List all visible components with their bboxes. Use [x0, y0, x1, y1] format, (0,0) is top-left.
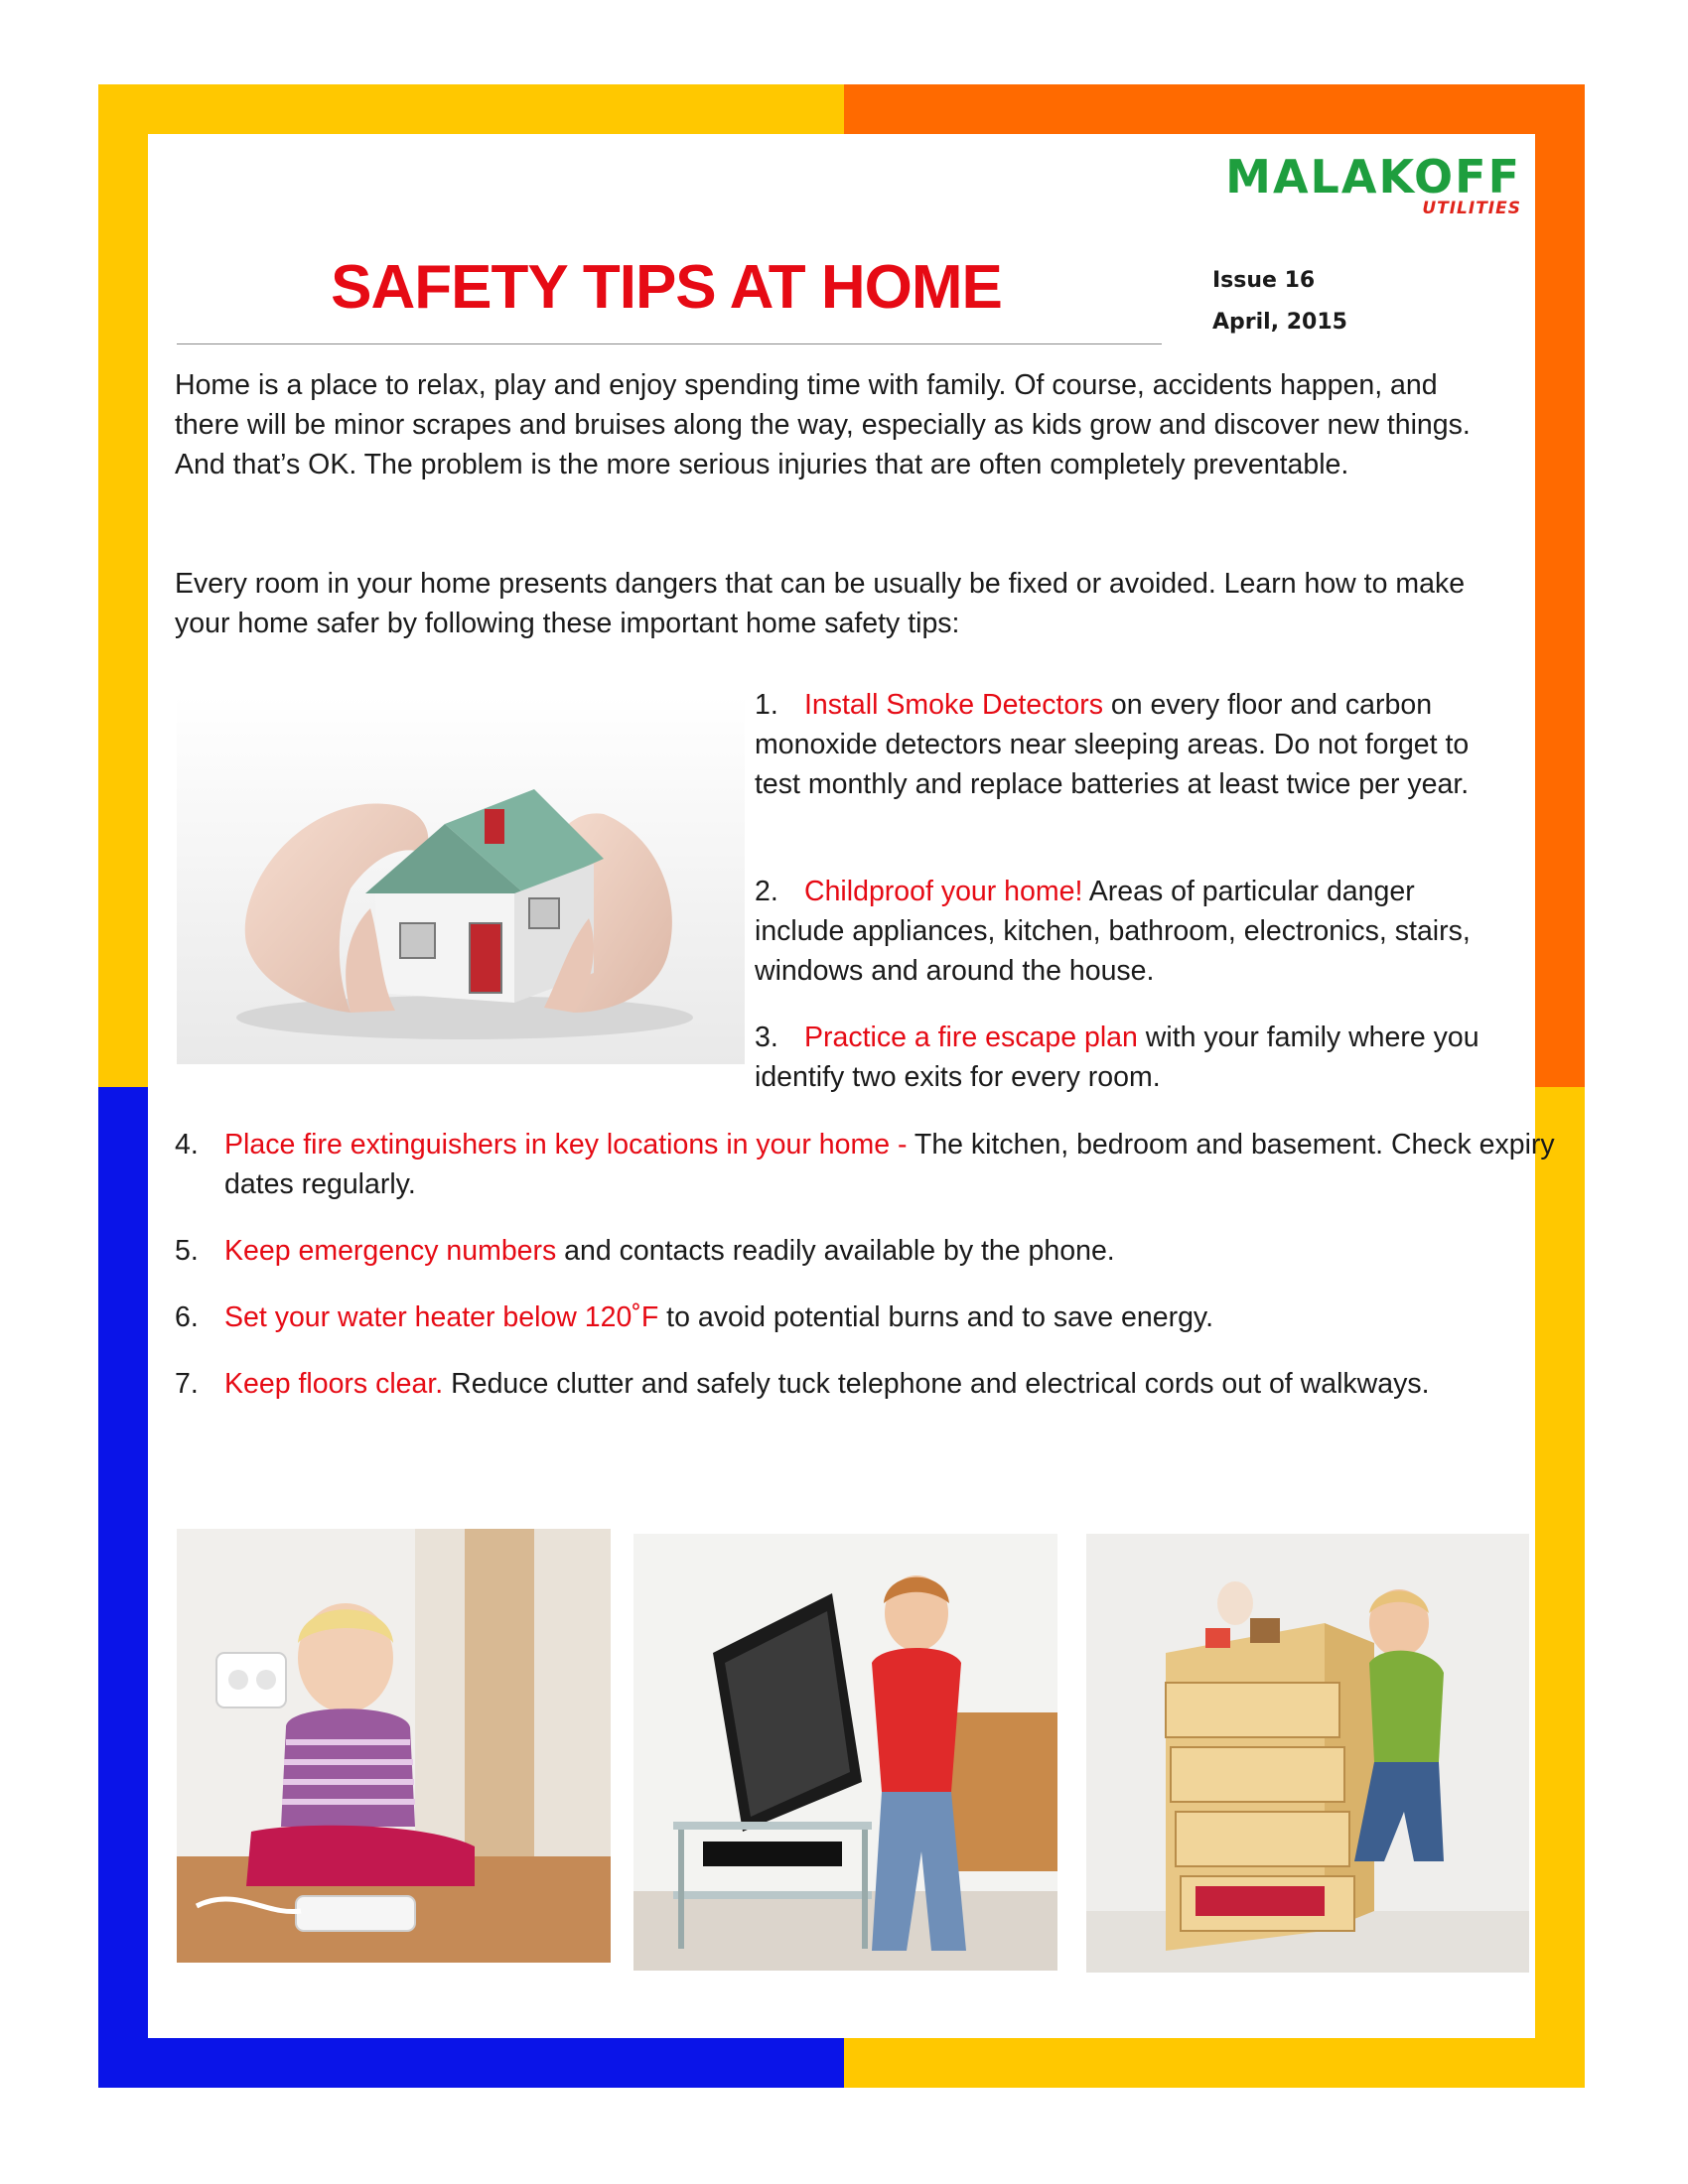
house-in-hands-image: [177, 695, 745, 1064]
title-divider: [177, 343, 1162, 344]
tip-highlight: Practice a fire escape plan: [804, 1022, 1138, 1053]
tip-highlight: Childproof your home!: [804, 876, 1083, 907]
issue-info: [1212, 260, 1347, 343]
tip-number: 4.: [175, 1129, 199, 1160]
company-logo: [1225, 150, 1521, 218]
tip-5: [175, 1231, 1555, 1271]
tip-number: 5.: [175, 1235, 199, 1267]
tip-number: 7.: [175, 1368, 199, 1400]
tip-1: [755, 685, 1509, 804]
tip-text: Areas of particular danger include appliances, kitchen, bathroom, electronics, stairs, windows and around the house.: [755, 876, 1471, 987]
tip-text: with your family where you identify two exits for every room.: [755, 1022, 1479, 1093]
toddler-outlet-photo: [177, 1529, 611, 1963]
boy-tv-photo: [633, 1534, 1057, 1971]
intro-paragraph-2: Every room in your home presents dangers that can be usually be fixed or avoided. Learn how to make your home safer by following these important home safety tips:: [175, 568, 1466, 639]
tip-text: to avoid potential burns and to save energy.: [658, 1301, 1213, 1333]
tip-4: [175, 1125, 1555, 1204]
tip-highlight: Keep emergency numbers: [224, 1235, 557, 1267]
tip-3: [755, 1018, 1509, 1097]
tip-highlight: Set your water heater below 120˚F: [224, 1301, 659, 1333]
tip-text: and contacts readily available by the phone.: [556, 1235, 1115, 1267]
tip-highlight: Place fire extinguishers in key locations in your home -: [224, 1129, 914, 1160]
page-title: SAFETY TIPS AT HOME: [331, 253, 1002, 322]
frame-right-top: [1535, 84, 1585, 1087]
tip-7: [175, 1364, 1555, 1404]
tip-highlight: Keep floors clear.: [224, 1368, 444, 1400]
tip-highlight: Install Smoke Detectors: [804, 689, 1103, 721]
issue-date: April, 2015: [1212, 310, 1347, 335]
intro-paragraph-1: Home is a place to relax, play and enjoy spending time with family. Of course, accidents happen, and there will be minor scrapes and bruises along the way, especially as kids grow and discover new things. And that’s OK. The problem is the more serious injuries that are often completely preventable.: [175, 369, 1471, 480]
tip-6: [175, 1297, 1555, 1337]
tip-text: Reduce clutter and safely tuck telephone and electrical cords out of walkways.: [443, 1368, 1430, 1400]
tip-2: [755, 872, 1509, 991]
frame-top-right: [844, 84, 1585, 134]
tip-number: 3.: [755, 1022, 778, 1053]
tip-text: on every floor and carbon monoxide detectors near sleeping areas. Do not forget to test monthly and replace batteries at least twice per year.: [755, 689, 1470, 800]
tip-number: 1.: [755, 689, 778, 721]
tip-number: 2.: [755, 876, 778, 907]
frame-bottom-left: [98, 2038, 844, 2088]
frame-left-top: [98, 84, 148, 1087]
frame-left-bottom: [98, 1087, 148, 2088]
logo-subtitle: UTILITIES: [1422, 199, 1521, 218]
child-climbing-dresser-photo: [1086, 1534, 1529, 1973]
frame-top-left: [98, 84, 844, 134]
tip-number: 6.: [175, 1301, 199, 1333]
issue-number: Issue 16: [1212, 268, 1316, 293]
logo-name: MALAKOFF: [1225, 150, 1521, 204]
tip-text: The kitchen, bedroom and basement. Check expiry dates regularly.: [224, 1129, 1555, 1200]
frame-bottom-right: [844, 2038, 1585, 2088]
